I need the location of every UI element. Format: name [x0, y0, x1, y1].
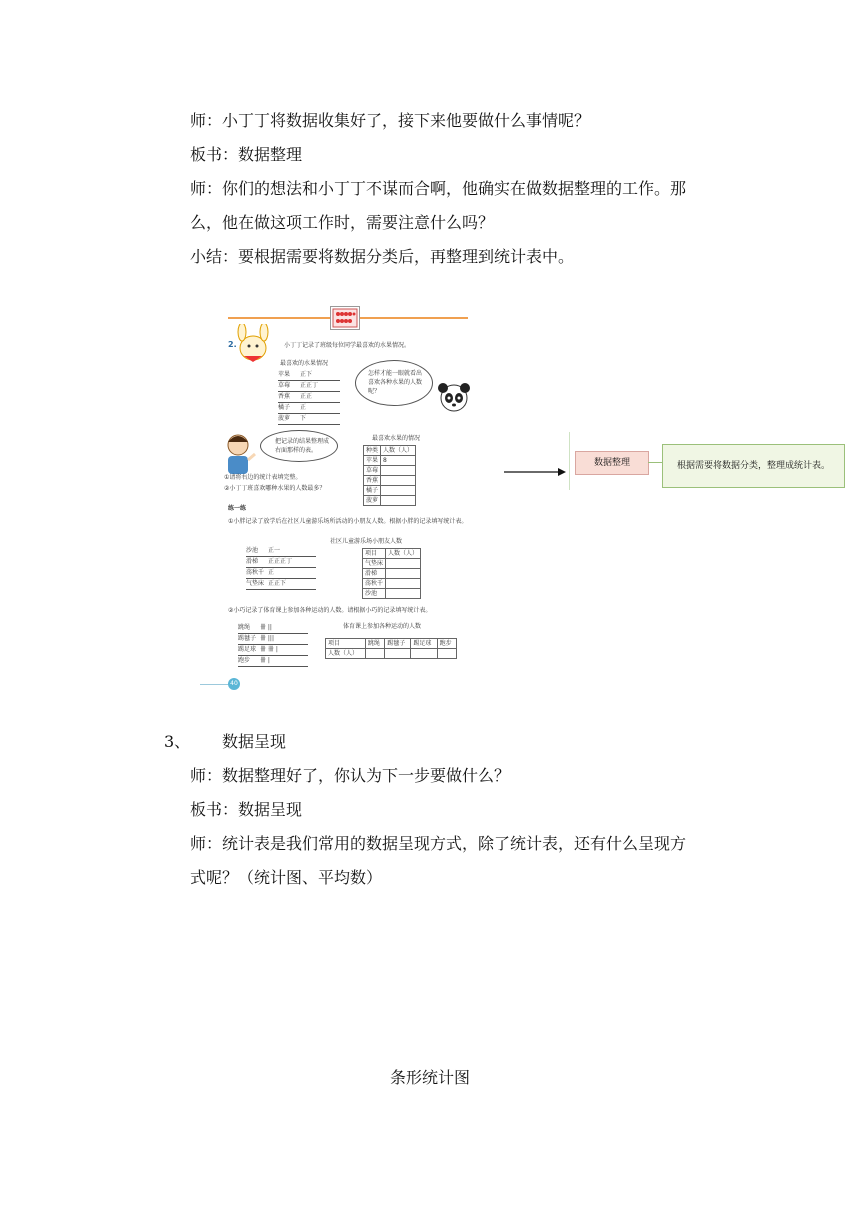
- panda-speech-bubble: 怎样才能一眼就看出喜欢各种水果的人数呢？: [355, 360, 433, 406]
- practice-2-table-title: 体育课上参加各种运动的人数: [343, 623, 422, 630]
- tally-title: 最喜欢的水果情况: [280, 360, 329, 367]
- flow-connector: [648, 462, 662, 463]
- paragraph-line: 小结：要根据需要将数据分类后，再整理到统计表中。: [190, 247, 575, 266]
- page-number-badge: 40: [228, 678, 240, 690]
- question-2: ②小丁丁班喜欢哪种水果的人数最多？: [224, 485, 326, 492]
- tally-row: 跑步 卌 |: [238, 656, 308, 667]
- playground-tally-chart: [246, 546, 316, 590]
- paragraph-line: 师：数据整理好了，你认为下一步要做什么？: [190, 766, 511, 785]
- section-title: 数据呈现: [222, 732, 287, 751]
- fruit-tally-chart: [278, 370, 340, 425]
- problem-intro: 小丁丁记录了班级每位同学最喜欢的水果情况。: [284, 342, 411, 349]
- tally-row: 跳绳 卌 ||: [238, 623, 308, 634]
- sports-stat-table: 项目 跳绳 踢毽子 踢足球 跑步 人数（人）: [325, 638, 457, 659]
- practice-2-text: ②小巧记录了体育课上参加各种运动的人数。请根据小巧的记录填写统计表。: [228, 607, 432, 614]
- stat-table-title: 最喜欢水果的情况: [372, 435, 421, 442]
- textbook-page: [200, 298, 485, 698]
- paragraph-line: 师：小丁丁将数据收集好了，接下来他要做什么事情呢？: [190, 111, 591, 130]
- paragraph-line: 板书：数据整理: [190, 145, 303, 164]
- question-1: ①请将右边的统计表填完整。: [224, 474, 302, 481]
- sports-tally-chart: [238, 623, 308, 667]
- rabbit-mascot-icon: [230, 324, 276, 364]
- practice-1-text: ①小胖记录了放学后在社区儿童游乐场所活动的小朋友人数。根据小胖的记录填写统计表。: [228, 518, 468, 525]
- tally-row: 气垫床 正正下: [246, 579, 316, 590]
- tally-row: 草莓 正正丁: [278, 381, 340, 392]
- section-number: 3、: [164, 732, 191, 751]
- fruit-stat-table: 种类 人数（人） 苹果 8 草莓 香蕉 橘子 菠萝: [363, 445, 416, 506]
- problem-number: 2.: [228, 340, 237, 349]
- tally-row: 踢足球 卌 卌 |: [238, 645, 308, 656]
- paragraph-line: 式呢？（统计图、平均数）: [190, 868, 383, 887]
- paragraph-line: 师：你们的想法和小丁丁不谋而合啊，他确实在做数据整理的工作。那: [190, 179, 687, 198]
- tally-row: 香蕉 正正: [278, 392, 340, 403]
- figure-caption: 条形统计图: [389, 1068, 470, 1087]
- flow-box-description: 根据需要将数据分类，整理成统计表。: [662, 444, 845, 488]
- flow-box-data-organize: 数据整理: [575, 451, 649, 475]
- paragraph-line: 板书：数据呈现: [190, 800, 303, 819]
- tally-row: 橘子 正: [278, 403, 340, 414]
- tally-row: 踢毽子 卌 |||: [238, 634, 308, 645]
- tally-row: 菠萝 下: [278, 414, 340, 425]
- tally-row: 滑梯 正正正丁: [246, 557, 316, 568]
- flow-divider: [569, 432, 570, 490]
- panda-icon: [434, 378, 474, 418]
- tally-row: 沙池 正一: [246, 546, 316, 557]
- paragraph-line: 么，他在做这项工作时，需要注意什么吗？: [190, 213, 495, 232]
- flow-arrow: [504, 462, 566, 472]
- abacus-icon: [330, 306, 360, 330]
- boy-speech-bubble: 把记录的结果整理成右面那样的表。: [260, 430, 338, 462]
- playground-stat-table: 项目 人数（人） 气垫床 滑梯 荡秋千 沙池: [362, 548, 421, 599]
- practice-1-table-title: 社区儿童游乐场小朋友人数: [330, 538, 403, 545]
- paragraph-line: 师：统计表是我们常用的数据呈现方式，除了统计表，还有什么呈现方: [190, 834, 687, 853]
- tally-row: 苹果 正下: [278, 370, 340, 381]
- boy-icon: [222, 432, 256, 476]
- tally-row: 荡秋千 正: [246, 568, 316, 579]
- practice-title: 练一练: [228, 505, 247, 512]
